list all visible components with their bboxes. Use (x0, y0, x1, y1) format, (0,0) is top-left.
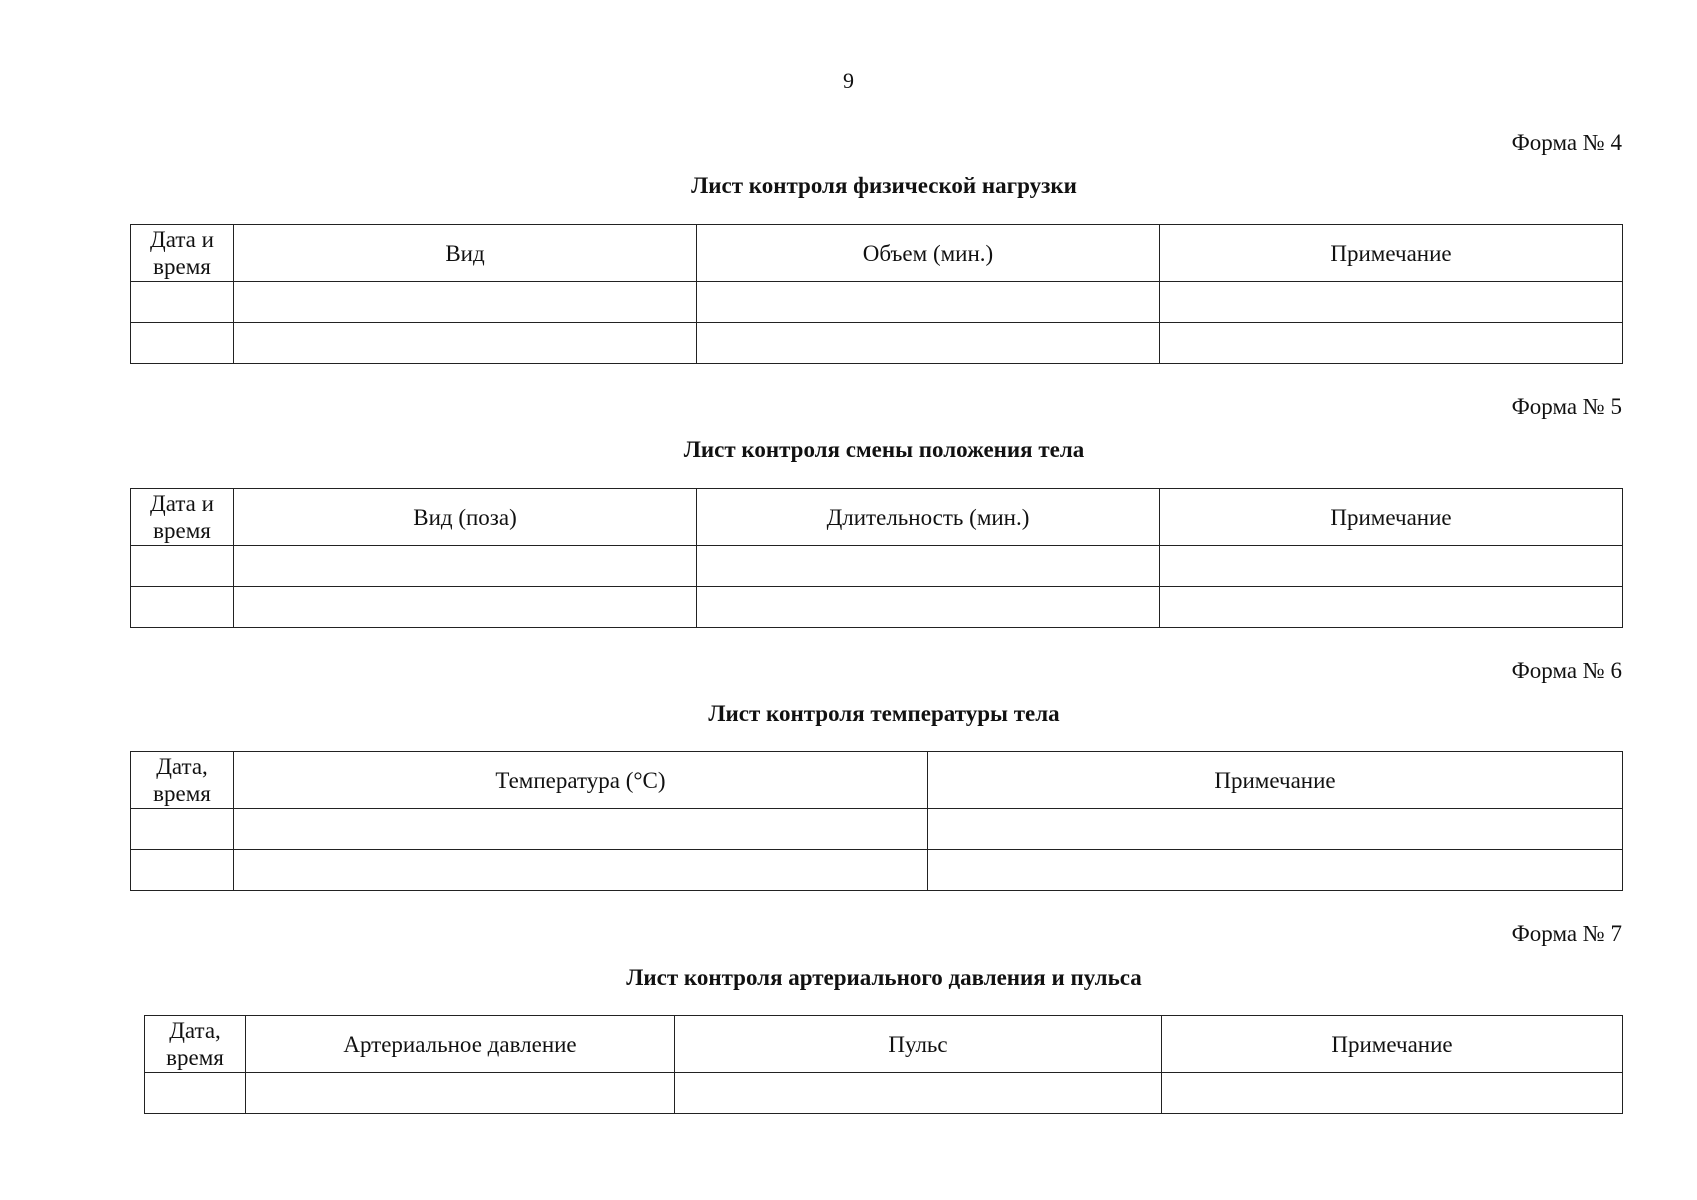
column-header-note: Примечание (1162, 1016, 1623, 1073)
table-row (145, 1073, 1623, 1114)
form-4-title: Лист контроля физической нагрузки (691, 173, 1077, 198)
table-cell[interactable] (131, 850, 234, 891)
table-cell[interactable] (234, 850, 928, 891)
form-6-title: Лист контроля температуры тела (708, 701, 1060, 726)
table-cell[interactable] (234, 587, 697, 628)
column-header-temperature: Температура (°С) (234, 752, 928, 809)
table-row (131, 809, 1623, 850)
table-cell[interactable] (234, 323, 697, 364)
table-cell[interactable] (131, 587, 234, 628)
column-header-note: Примечание (1160, 225, 1623, 282)
table-cell[interactable] (131, 282, 234, 323)
table-cell[interactable] (1160, 546, 1623, 587)
page-number: 9 (843, 68, 854, 93)
table-cell[interactable] (697, 282, 1160, 323)
table-cell[interactable] (697, 323, 1160, 364)
column-header-date-time: Дата и время (131, 489, 234, 546)
column-header-blood-pressure: Артериальное давление (246, 1016, 675, 1073)
table-row (131, 282, 1623, 323)
table-cell[interactable] (145, 1073, 246, 1114)
table-cell[interactable] (675, 1073, 1162, 1114)
form-7-label: Форма № 7 (1511, 921, 1622, 946)
table-cell[interactable] (697, 587, 1160, 628)
form-5-title: Лист контроля смены положения тела (683, 437, 1085, 462)
column-header-date-time: Дата, время (145, 1016, 246, 1073)
table-cell[interactable] (131, 546, 234, 587)
table-cell[interactable] (1160, 323, 1623, 364)
table-cell[interactable] (1160, 282, 1623, 323)
table-cell[interactable] (1162, 1073, 1623, 1114)
table-row (131, 850, 1623, 891)
column-header-note: Примечание (928, 752, 1623, 809)
table-header-row (131, 752, 1623, 809)
table-cell[interactable] (928, 850, 1623, 891)
form-7-title: Лист контроля артериального давления и пульса (626, 965, 1142, 990)
form-5-label: Форма № 5 (1511, 394, 1622, 419)
table-row (131, 546, 1623, 587)
body-temperature-table (130, 751, 1623, 891)
table-cell[interactable] (234, 282, 697, 323)
form-6-label: Форма № 6 (1511, 658, 1622, 683)
column-header-pose: Вид (поза) (234, 489, 697, 546)
column-header-volume: Объем (мин.) (697, 225, 1160, 282)
physical-load-table (130, 224, 1623, 364)
table-cell[interactable] (234, 546, 697, 587)
form-4-label: Форма № 4 (1511, 130, 1622, 155)
table-cell[interactable] (131, 323, 234, 364)
table-cell[interactable] (697, 546, 1160, 587)
table-header-row (131, 489, 1623, 546)
column-header-date-time: Дата, время (131, 752, 234, 809)
table-cell[interactable] (234, 809, 928, 850)
table-cell[interactable] (246, 1073, 675, 1114)
column-header-type: Вид (234, 225, 697, 282)
table-header-row (145, 1016, 1623, 1073)
table-header-row (131, 225, 1623, 282)
blood-pressure-pulse-table (144, 1015, 1623, 1114)
table-row (131, 587, 1623, 628)
table-row (131, 323, 1623, 364)
column-header-pulse: Пульс (675, 1016, 1162, 1073)
table-cell[interactable] (131, 809, 234, 850)
column-header-duration: Длительность (мин.) (697, 489, 1160, 546)
body-position-table (130, 488, 1623, 628)
table-cell[interactable] (1160, 587, 1623, 628)
column-header-date-time: Дата и время (131, 225, 234, 282)
table-cell[interactable] (928, 809, 1623, 850)
column-header-note: Примечание (1160, 489, 1623, 546)
